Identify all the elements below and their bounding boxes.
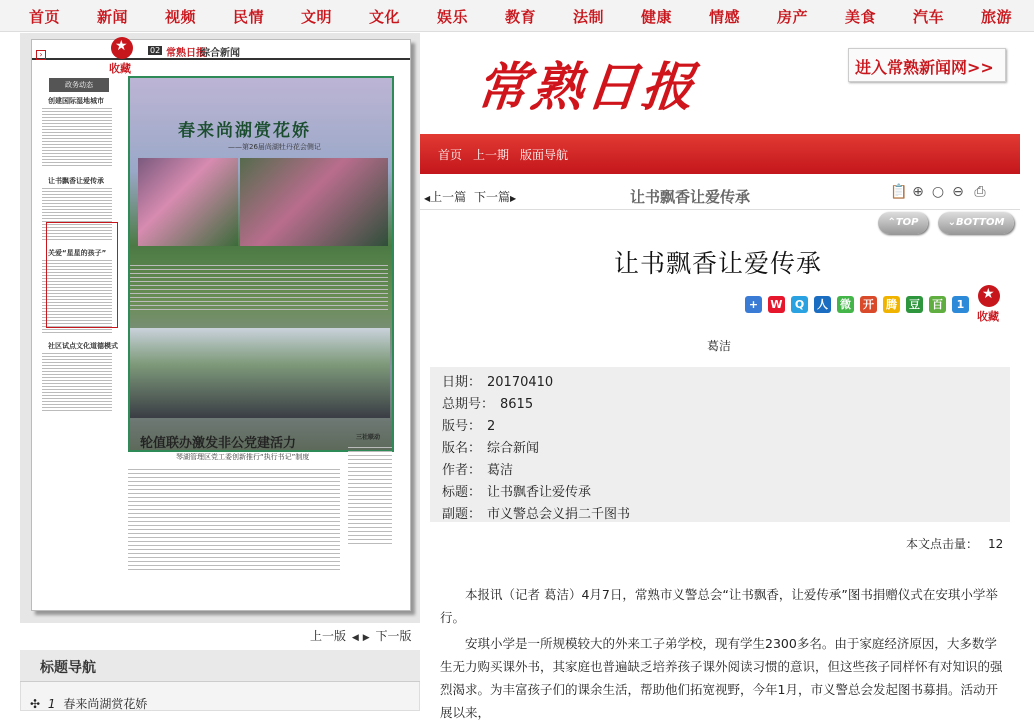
current-article-highlight[interactable] [46, 222, 118, 328]
paper-text-lines [42, 353, 120, 411]
star-icon[interactable] [978, 285, 1000, 307]
info-row-subtitle [442, 503, 630, 522]
info-row-author [442, 459, 513, 478]
info-value: 市义警总会义捐二千图书 [487, 507, 631, 522]
tqq-icon[interactable]: 腾 [883, 296, 900, 313]
share-add-icon[interactable]: + [745, 296, 762, 313]
nav-item-home[interactable]: 首页 [29, 8, 61, 26]
kaixin-icon[interactable]: 开 [860, 296, 877, 313]
info-value: 2 [487, 419, 496, 434]
nav-item-education[interactable]: 教育 [505, 8, 537, 26]
info-key: 日期： [442, 375, 482, 390]
info-key: 标题： [442, 485, 482, 500]
weibo-icon[interactable]: W [768, 296, 785, 313]
nav-item-travel[interactable]: 旅游 [981, 8, 1013, 26]
info-key: 版名： [442, 441, 482, 456]
nav-item-emotion[interactable]: 情感 [709, 8, 741, 26]
channel-nav [0, 0, 1034, 32]
next-article-link[interactable]: 下一篇 [474, 190, 511, 204]
paper-photo [138, 158, 238, 246]
info-key: 版号： [442, 419, 482, 434]
qzone-icon[interactable]: Q [791, 296, 808, 313]
zoom-out-icon[interactable]: ⊖ [952, 184, 964, 200]
expand-arrow-icon[interactable]: › [36, 50, 46, 60]
nav-item-food[interactable]: 美食 [845, 8, 877, 26]
scroll-top-button[interactable]: ⌃TOP [878, 212, 928, 234]
title-nav-item-num: 1 [47, 697, 56, 711]
paper-story-title[interactable]: 轮值联办激发非公党建活力 [140, 436, 297, 451]
triangle-left-icon: ◀ [424, 194, 431, 203]
issue-nav-home[interactable]: 首页 [438, 148, 463, 162]
paper-left-head[interactable]: 社区试点文化道德模式 [48, 342, 118, 350]
baidu-icon[interactable]: 百 [929, 296, 946, 313]
nav-item-civility[interactable]: 文明 [301, 8, 333, 26]
triangle-right-icon: ▶ [510, 194, 517, 203]
wechat-icon[interactable]: 微 [837, 296, 854, 313]
nav-item-law[interactable]: 法制 [573, 8, 605, 26]
info-row-date [442, 371, 553, 390]
info-key: 副题： [442, 507, 482, 522]
nav-item-public[interactable]: 民情 [233, 8, 265, 26]
site-logo[interactable]: 常熟日报 [473, 57, 700, 118]
info-key: 作者： [442, 463, 482, 478]
issue-nav-prev-issue[interactable]: 上一期 [473, 148, 510, 162]
page-pagination [310, 627, 412, 644]
paper-feature-title[interactable]: 春来尚湖赏花娇 [178, 121, 311, 141]
zoom-reset-icon[interactable]: ○ [931, 184, 945, 200]
info-value: 20170410 [487, 375, 554, 390]
nav-item-video[interactable]: 视频 [165, 8, 197, 26]
nav-item-news[interactable]: 新闻 [97, 8, 129, 26]
title-nav-item[interactable] [30, 695, 147, 712]
prev-article-link[interactable]: 上一篇 [430, 190, 467, 204]
star-icon[interactable] [111, 37, 133, 59]
nav-item-culture[interactable]: 文化 [369, 8, 401, 26]
issue-nav-bar [420, 134, 1020, 174]
article-click-count [906, 535, 1003, 552]
paper-brand: 常熟日报 [166, 48, 206, 59]
title-nav-heading: 标题导航 [40, 660, 96, 676]
issue-nav-layout[interactable]: 版面导航 [520, 148, 569, 162]
article-title: 让书飘香让爱传承 [614, 249, 823, 278]
info-key: 总期号： [442, 397, 495, 412]
triangle-left-icon[interactable]: ◀ [351, 633, 359, 643]
paper-left-head[interactable]: 关爱“星星的孩子” [48, 249, 107, 257]
paper-masthead [32, 40, 410, 60]
zoom-in-icon[interactable]: ⊕ [912, 184, 924, 200]
info-row-page-name [442, 437, 539, 456]
paper-left-column [38, 78, 120, 598]
nav-item-realestate[interactable]: 房产 [777, 8, 809, 26]
info-value: 让书飘香让爱传承 [487, 485, 592, 500]
scroll-bottom-label: BOTTOM [955, 217, 1005, 228]
paper-photo [130, 328, 390, 418]
paper-story-subtitle: 琴湖管理区党工委创新推行“执行书记”制度 [176, 453, 310, 461]
article-prevnext [424, 188, 516, 205]
notepad-icon[interactable]: 📋 [890, 184, 908, 200]
info-row-issue [442, 393, 533, 412]
share-more-icon[interactable]: 1 [952, 296, 969, 313]
title-nav-header [20, 650, 420, 682]
next-page-link[interactable]: 下一版 [375, 629, 412, 643]
scroll-top-label: TOP [895, 217, 919, 228]
douban-icon[interactable]: 豆 [906, 296, 923, 313]
paper-left-head[interactable]: 让书飘香让爱传承 [48, 177, 104, 185]
article-author: 葛洁 [707, 339, 732, 353]
prev-page-link[interactable]: 上一版 [310, 629, 347, 643]
article-paragraph: 安琪小学是一所规模较大的外来工子弟学校，现有学生2300多名。由于家庭经济原因，大多数学生无力购买课外书，其家庭也普遍缺乏培养孩子课外阅读习惯的意识，但这些孩子同样怀有对知识的强烈渴求。为丰富孩子们的课余生活，帮助他们拓宽视野，今年1月，市义警总会发起图书募捐。活动开展以来， [440, 636, 1003, 720]
info-row-page [442, 415, 495, 434]
nav-item-entertainment[interactable]: 娱乐 [437, 8, 469, 26]
article-bar-title: 让书飘香让爱传承 [630, 188, 751, 206]
renren-icon[interactable]: 人 [814, 296, 831, 313]
paper-section: 综合新闻 [200, 48, 240, 59]
enter-news-site-label: 进入常熟新闻网>> [855, 58, 994, 77]
paper-feature-subtitle: ——第26届尚湖牡丹花会侧记 [228, 143, 321, 151]
print-icon[interactable]: ⎙ [974, 184, 986, 200]
paper-photo [240, 158, 388, 246]
collect-label-left[interactable]: 收藏 [109, 62, 131, 75]
paper-text-lines [348, 444, 392, 547]
info-row-title [442, 481, 591, 500]
paper-side-head[interactable]: 三社联动 [356, 434, 381, 441]
paper-page-number: 02 [150, 46, 161, 55]
info-value: 8615 [500, 397, 534, 412]
paper-text-lines [130, 262, 388, 322]
scroll-bottom-button[interactable]: ⌄BOTTOM [938, 212, 1014, 234]
paper-text-lines [42, 108, 120, 166]
diamond-icon: ✣ [30, 697, 41, 711]
paper-left-head[interactable]: 创建国际湿地城市 [48, 97, 104, 105]
info-value: 综合新闻 [487, 441, 540, 456]
click-count-label: 本文点击量： [906, 537, 979, 551]
title-nav-item-title[interactable]: 春来尚湖赏花娇 [63, 697, 148, 711]
info-value: 葛洁 [487, 463, 514, 478]
triangle-right-icon[interactable]: ▶ [362, 633, 370, 643]
article-paragraph: 本报讯（记者 葛洁）4月7日，常熟市义警总会“让书飘香，让爱传承”图书捐赠仪式在安琪小学举行。 [440, 587, 998, 625]
nav-item-health[interactable]: 健康 [641, 8, 673, 26]
collect-label-right[interactable]: 收藏 [977, 310, 999, 323]
paper-text-lines [128, 466, 340, 573]
article-toolbar [420, 180, 1020, 210]
paper-column-head: 政务动态 [49, 78, 109, 92]
click-count-value: 12 [988, 537, 1004, 551]
nav-item-auto[interactable]: 汽车 [913, 8, 945, 26]
enter-news-site-button[interactable] [848, 48, 1006, 82]
